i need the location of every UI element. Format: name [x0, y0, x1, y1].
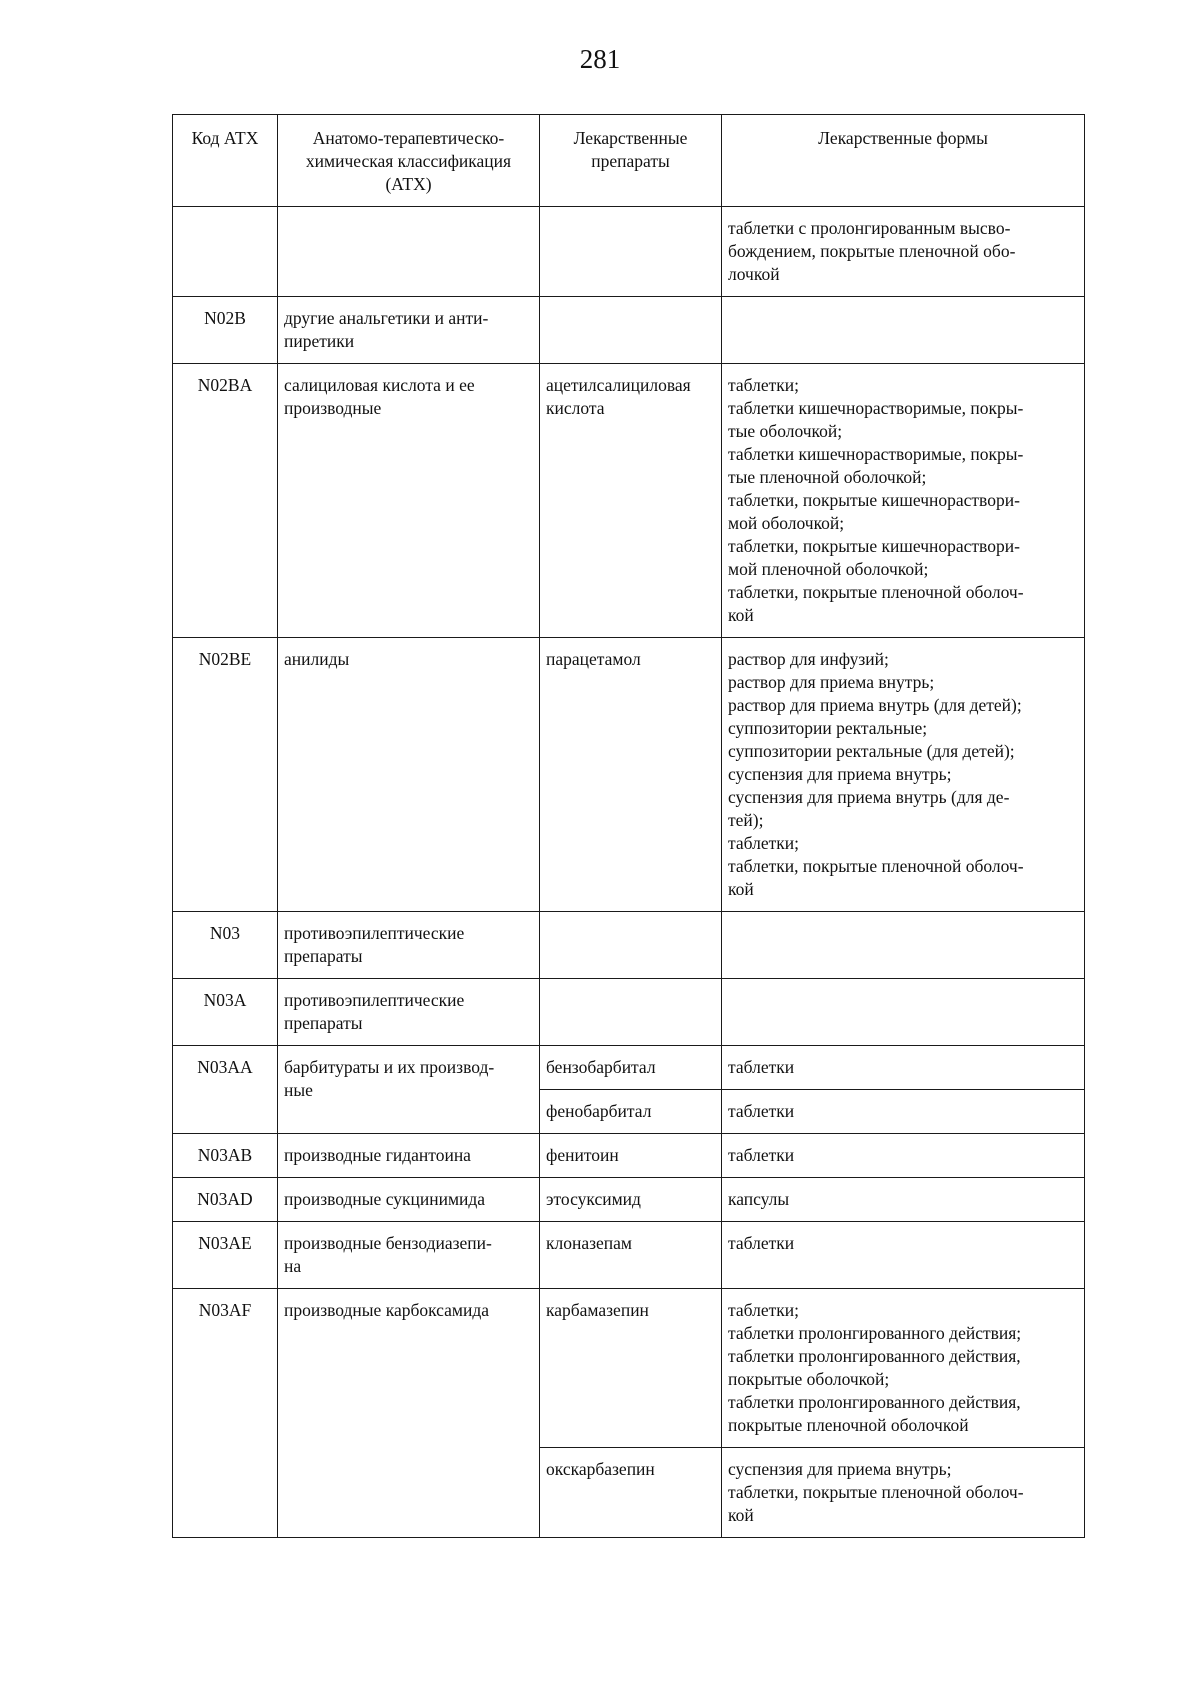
text-line: клоназепам	[546, 1233, 633, 1253]
atc-classification	[278, 1222, 540, 1289]
atc-drug-table	[172, 114, 1085, 1538]
text-line: суппозитории ректальные;	[728, 718, 928, 738]
dosage-forms	[722, 207, 1085, 297]
dosage-forms	[722, 1134, 1085, 1178]
text-line: раствор для приема внутрь;	[728, 672, 935, 692]
text-line: таблетки;	[728, 375, 799, 395]
dosage-forms	[722, 979, 1085, 1046]
text-line: ные	[284, 1080, 313, 1100]
drug-name	[540, 207, 722, 297]
text-line: тые оболочкой;	[728, 421, 843, 441]
drug-name	[540, 1090, 722, 1134]
text-line: анилиды	[284, 649, 350, 669]
text-line: противоэпилептические	[284, 990, 465, 1010]
table-row	[173, 207, 1085, 297]
text-line: противоэпилептические	[284, 923, 465, 943]
text-line: (АТХ)	[385, 174, 432, 194]
drug-name	[540, 1178, 722, 1222]
text-line: производные карбоксамида	[284, 1300, 490, 1320]
atc-classification	[278, 1178, 540, 1222]
drug-name	[540, 1289, 722, 1448]
text-line: Анатомо-терапевтическо-	[312, 128, 505, 148]
dosage-forms	[722, 1046, 1085, 1090]
text-line: кой	[728, 879, 754, 899]
atc-code: N03AF	[173, 1289, 278, 1538]
atc-classification	[278, 364, 540, 638]
drug-name	[540, 297, 722, 364]
text-line: этосуксимид	[546, 1189, 641, 1209]
dosage-forms	[722, 1448, 1085, 1538]
atc-code: N03	[173, 912, 278, 979]
dosage-forms	[722, 1222, 1085, 1289]
text-line: ацетилсалициловая	[546, 375, 691, 395]
atc-code	[173, 207, 278, 297]
text-line: суппозитории ректальные (для детей);	[728, 741, 1015, 761]
header-drugs	[540, 115, 722, 207]
text-line: мой пленочной оболочкой;	[728, 559, 929, 579]
text-line: таблетки пролонгированного действия,	[728, 1346, 1021, 1366]
atc-code: N02B	[173, 297, 278, 364]
page-number: 281	[579, 44, 621, 74]
text-line: кой	[728, 1505, 754, 1525]
drug-name	[540, 1134, 722, 1178]
text-line: Лекарственные	[573, 128, 688, 148]
header-code: Код АТХ	[173, 115, 278, 207]
text-line: производные	[284, 398, 382, 418]
atc-code: N02BE	[173, 638, 278, 912]
text-line: суспензия для приема внутрь;	[728, 764, 952, 784]
text-line: капсулы	[728, 1189, 790, 1209]
atc-code: N03AA	[173, 1046, 278, 1134]
dosage-forms	[722, 1090, 1085, 1134]
text-line: таблетки пролонгированного действия,	[728, 1392, 1021, 1412]
text-line: фенобарбитал	[546, 1101, 652, 1121]
text-line: салициловая кислота и ее	[284, 375, 475, 395]
text-line: мой оболочкой;	[728, 513, 845, 533]
atc-classification	[278, 1134, 540, 1178]
text-line: таблетки	[728, 1101, 795, 1121]
text-line: суспензия для приема внутрь;	[728, 1459, 952, 1479]
table-row	[173, 1046, 1085, 1090]
text-line: карбамазепин	[546, 1300, 649, 1320]
table-row	[173, 912, 1085, 979]
text-line: раствор для инфузий;	[728, 649, 889, 669]
atc-code: N03AD	[173, 1178, 278, 1222]
header-classification	[278, 115, 540, 207]
table-row	[173, 1178, 1085, 1222]
text-line: другие анальгетики и анти-	[284, 308, 489, 328]
text-line: таблетки кишечнорастворимые, покры-	[728, 398, 1024, 418]
text-line: барбитураты и их производ-	[284, 1057, 495, 1077]
text-line: таблетки;	[728, 1300, 799, 1320]
text-line: покрытые пленочной оболочкой	[728, 1415, 969, 1435]
text-line: таблетки пролонгированного действия;	[728, 1323, 1022, 1343]
text-line: производные сукцинимида	[284, 1189, 486, 1209]
text-line: покрытые оболочкой;	[728, 1369, 890, 1389]
atc-classification	[278, 1046, 540, 1134]
text-line: производные бензодиазепи-	[284, 1233, 492, 1253]
atc-code: N03A	[173, 979, 278, 1046]
text-line: таблетки	[728, 1233, 795, 1253]
text-line: окскарбазепин	[546, 1459, 655, 1479]
text-line: на	[284, 1256, 302, 1276]
drug-name	[540, 1222, 722, 1289]
atc-code: N03AE	[173, 1222, 278, 1289]
text-line: тей);	[728, 810, 764, 830]
text-line: таблетки, покрытые пленочной оболоч-	[728, 1482, 1024, 1502]
text-line: химическая классификация	[305, 151, 512, 171]
drug-name	[540, 1046, 722, 1090]
drug-name	[540, 1448, 722, 1538]
table-row	[173, 297, 1085, 364]
dosage-forms	[722, 1178, 1085, 1222]
text-line: лочкой	[728, 264, 780, 284]
text-line: бождением, покрытые пленочной обо-	[728, 241, 1016, 261]
table-row	[173, 979, 1085, 1046]
atc-classification	[278, 1289, 540, 1538]
text-line: раствор для приема внутрь (для детей);	[728, 695, 1022, 715]
text-line: парацетамол	[546, 649, 641, 669]
atc-code: N02BA	[173, 364, 278, 638]
text-line: пиретики	[284, 331, 355, 351]
text-line: суспензия для приема внутрь (для де-	[728, 787, 1010, 807]
atc-classification	[278, 207, 540, 297]
text-line: препараты	[284, 946, 363, 966]
text-line: тые пленочной оболочкой;	[728, 467, 927, 487]
drug-name	[540, 638, 722, 912]
dosage-forms	[722, 912, 1085, 979]
text-line: таблетки;	[728, 833, 799, 853]
text-line: таблетки, покрытые кишечнораствори-	[728, 536, 1020, 556]
atc-classification	[278, 638, 540, 912]
text-line: фенитоин	[546, 1145, 619, 1165]
dosage-forms	[722, 638, 1085, 912]
text-line: таблетки	[728, 1057, 795, 1077]
text-line: таблетки кишечнорастворимые, покры-	[728, 444, 1024, 464]
table-header-row	[173, 115, 1085, 207]
atc-code: N03AB	[173, 1134, 278, 1178]
drug-name	[540, 979, 722, 1046]
dosage-forms	[722, 364, 1085, 638]
text-line: бензобарбитал	[546, 1057, 656, 1077]
text-line: таблетки, покрытые кишечнораствори-	[728, 490, 1020, 510]
text-line: препараты	[591, 151, 670, 171]
atc-classification	[278, 297, 540, 364]
text-line: препараты	[284, 1013, 363, 1033]
atc-classification	[278, 979, 540, 1046]
text-line: кой	[728, 605, 754, 625]
table-row	[173, 1289, 1085, 1448]
table-row	[173, 1222, 1085, 1289]
text-line: таблетки, покрытые пленочной оболоч-	[728, 856, 1024, 876]
drug-name	[540, 912, 722, 979]
text-line: таблетки, покрытые пленочной оболоч-	[728, 582, 1024, 602]
drug-name	[540, 364, 722, 638]
dosage-forms	[722, 297, 1085, 364]
table-row	[173, 1134, 1085, 1178]
text-line: таблетки с пролонгированным высво-	[728, 218, 1011, 238]
header-forms: Лекарственные формы	[722, 115, 1085, 207]
table-row	[173, 638, 1085, 912]
text-line: таблетки	[728, 1145, 795, 1165]
text-line: кислота	[546, 398, 605, 418]
dosage-forms	[722, 1289, 1085, 1448]
table-row	[173, 364, 1085, 638]
text-line: производные гидантоина	[284, 1145, 471, 1165]
atc-classification	[278, 912, 540, 979]
